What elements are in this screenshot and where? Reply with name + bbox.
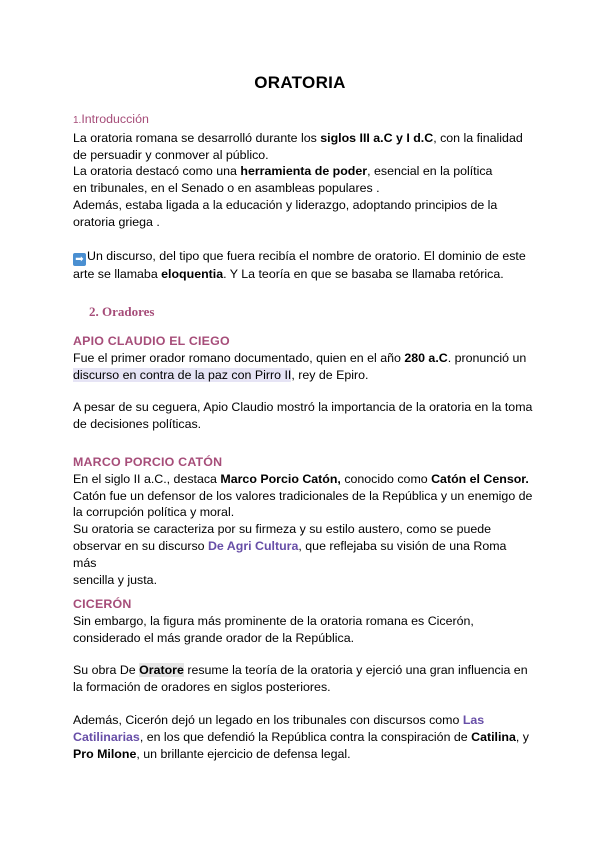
bold-text: eloquentia: [161, 266, 224, 281]
apio-heading: APIO CLAUDIO EL CIEGO: [73, 334, 230, 348]
intro-paragraph-2: [73, 163, 533, 197]
text-run: considerado el más grande orador de la República.: [73, 630, 355, 645]
work-title-link: De Agri Cultura: [207, 538, 299, 553]
text-run: , y: [515, 729, 529, 744]
caton-heading: MARCO PORCIO CATÓN: [73, 455, 223, 469]
highlighted-text: discurso en contra de la paz con Pirro II: [73, 367, 292, 382]
text-run: Además, Cicerón dejó un legado en los tribunales con discursos como: [73, 712, 463, 727]
work-title-link: Catilinarias: [73, 729, 140, 744]
highlighted-bold-text: Oratore: [139, 663, 184, 678]
text-run: sencilla y justa.: [73, 572, 158, 587]
intro-heading: [73, 111, 533, 130]
ciceron-paragraph-3: [73, 712, 533, 762]
intro-section: [73, 111, 533, 282]
intro-paragraph-1: [73, 130, 533, 164]
text-run: Su obra De: [73, 663, 140, 678]
text-run: La oratoria romana se desarrolló durante los: [73, 130, 321, 145]
ciceron-paragraph-1: [73, 613, 533, 647]
work-title-link: Las: [462, 712, 485, 727]
bold-text: siglos III a.C y I d.C: [320, 130, 434, 145]
apio-paragraph-1: [73, 350, 533, 384]
text-run: oratoria griega .: [73, 214, 160, 229]
text-run: . pronunció un: [447, 350, 527, 365]
text-run: , esencial en la política: [367, 164, 493, 179]
page-title: ORATORIA: [254, 73, 346, 92]
text-run: , en los que defendió la República contra la conspiración de: [139, 729, 472, 744]
text-run: de decisiones políticas.: [73, 417, 202, 432]
ciceron-heading: CICERÓN: [73, 597, 132, 611]
intro-paragraph-4: [73, 248, 533, 283]
text-run: Su oratoria se caracteriza por su firmeza y su estilo austero, como se puede: [73, 522, 492, 537]
text-run: observar en su discurso: [73, 538, 208, 553]
intro-heading-text: Introducción: [81, 112, 149, 126]
text-run: arte se llamaba: [73, 266, 162, 281]
bold-text: Pro Milone: [73, 746, 137, 761]
text-run: la formación de oradores en siglos posteriores.: [73, 680, 331, 695]
text-run: . Y La teoría en que se basaba se llamaba retórica.: [223, 266, 504, 281]
bold-text: Marco Porcio Catón,: [220, 471, 341, 486]
text-run: Un discurso, del tipo que fuera recibía el nombre de oratorio. El dominio de este: [87, 248, 526, 263]
text-run: de persuadir y conmover al público.: [73, 147, 269, 162]
caton-paragraph-1: [73, 471, 533, 589]
bold-text: herramienta de poder: [240, 164, 368, 179]
text-run: , con la finalidad: [433, 130, 523, 145]
text-run: , un brillante ejercicio de defensa legal.: [136, 746, 351, 761]
bold-text: 280 a.C: [404, 350, 448, 365]
apio-paragraph-2: [73, 399, 533, 433]
text-run: resume la teoría de la oratoria y ejerció una gran influencia en: [183, 663, 528, 678]
text-run: A pesar de su ceguera, Apio Claudio mostró la importancia de la oratoria en la toma: [73, 400, 533, 415]
ciceron-section: [73, 596, 533, 762]
text-run: en tribunales, en el Senado o en asambleas populares .: [73, 181, 380, 196]
ciceron-paragraph-2: [73, 662, 533, 696]
text-run: conocido como: [340, 471, 432, 486]
text-run: , rey de Epiro.: [291, 367, 369, 382]
bold-text: Catilina: [471, 729, 516, 744]
text-run: En el siglo II a.C., destaca: [73, 471, 221, 486]
apio-section: [73, 333, 533, 433]
text-run: La oratoria destacó como una: [73, 164, 241, 179]
arrow-right-icon: ➡: [73, 253, 86, 266]
oradores-heading: 2. Oradores: [89, 304, 155, 319]
bold-text: Catón el Censor.: [431, 471, 529, 486]
intro-heading-number: 1.: [73, 115, 82, 126]
text-run: Fue el primer orador romano documentado, quien en el año: [73, 350, 405, 365]
text-run: la corrupción política y moral.: [73, 505, 235, 520]
text-run: , que reflejaba su visión de una Roma más: [73, 538, 507, 570]
text-run: Además, estaba ligada a la educación y liderazgo, adoptando principios de la: [73, 197, 498, 212]
caton-section: [73, 454, 533, 588]
intro-paragraph-3: [73, 197, 533, 231]
text-run: Sin embargo, la figura más prominente de la oratoria romana es Cicerón,: [73, 613, 474, 628]
text-run: Catón fue un defensor de los valores tradicionales de la República y un enemigo de: [73, 488, 533, 503]
